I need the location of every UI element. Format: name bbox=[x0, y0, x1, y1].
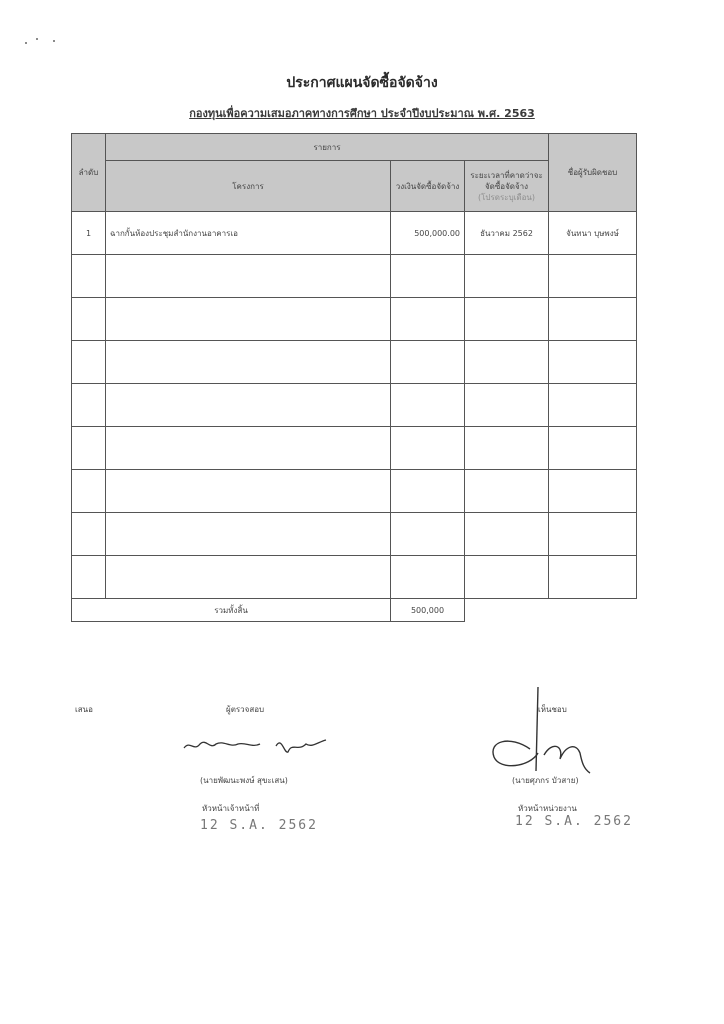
header-responsible: ชื่อผู้รับผิดชอบ bbox=[549, 134, 637, 212]
header-period bbox=[465, 161, 549, 212]
table-row-empty bbox=[72, 341, 637, 384]
approver-position: หัวหน้าหน่วยงาน bbox=[518, 804, 577, 813]
scan-speck bbox=[25, 42, 27, 44]
reviewer-date-stamp: 12 S.A. 2562 bbox=[200, 818, 318, 833]
row-seq: 1 bbox=[72, 212, 106, 255]
reviewer-label: ผู้ตรวจสอบ bbox=[226, 705, 265, 714]
approver-name: (นายศุภกร บัวสาย) bbox=[512, 776, 579, 785]
row-period: ธันวาคม 2562 bbox=[465, 212, 549, 255]
reviewer-name: (นายพัฒนะพงษ์ สุขะเสน) bbox=[200, 776, 288, 785]
table-row-empty bbox=[72, 427, 637, 470]
approver-signature bbox=[480, 683, 600, 783]
document-title: ประกาศแผนจัดซื้อจัดจ้าง bbox=[286, 75, 438, 91]
header-project: โครงการ bbox=[106, 161, 391, 212]
row-project: ฉากกั้นห้องประชุมสำนักงานอาคารเอ bbox=[106, 212, 391, 255]
table-row bbox=[72, 212, 637, 255]
scan-speck bbox=[53, 40, 55, 42]
table-row-empty bbox=[72, 384, 637, 427]
row-responsible: จันทนา บุษพงษ์ bbox=[549, 212, 637, 255]
table-row-empty bbox=[72, 513, 637, 556]
table-row-empty bbox=[72, 470, 637, 513]
table-row-empty bbox=[72, 298, 637, 341]
header-items-group: รายการ bbox=[106, 134, 549, 161]
proposer-label: เสนอ bbox=[75, 705, 93, 714]
reviewer-signature bbox=[180, 730, 340, 760]
header-period-note: (โปรดระบุเดือน) bbox=[478, 192, 535, 202]
header-period-label: ระยะเวลาที่คาดว่าจะจัดซื้อจัดจ้าง bbox=[470, 170, 543, 191]
header-budget: วงเงินจัดซื้อจัดจ้าง bbox=[391, 161, 465, 212]
total-label: รวมทั้งสิ้น bbox=[72, 599, 391, 622]
total-amount: 500,000 bbox=[391, 599, 465, 622]
table-total-row bbox=[72, 599, 637, 622]
approver-date-stamp: 12 S.A. 2562 bbox=[515, 814, 633, 829]
approver-label: เห็นชอบ bbox=[538, 705, 567, 714]
scan-speck bbox=[36, 38, 38, 40]
procurement-plan-table bbox=[71, 133, 637, 622]
document-subtitle: กองทุนเพื่อความเสมอภาคทางการศึกษา ประจำปีงบประมาณ พ.ศ. 2563 bbox=[189, 107, 535, 120]
table-row-empty bbox=[72, 255, 637, 298]
table-row-empty bbox=[72, 556, 637, 599]
header-seq: ลำดับ bbox=[72, 134, 106, 212]
reviewer-position: หัวหน้าเจ้าหน้าที่ bbox=[202, 804, 260, 813]
row-budget: 500,000.00 bbox=[391, 212, 465, 255]
